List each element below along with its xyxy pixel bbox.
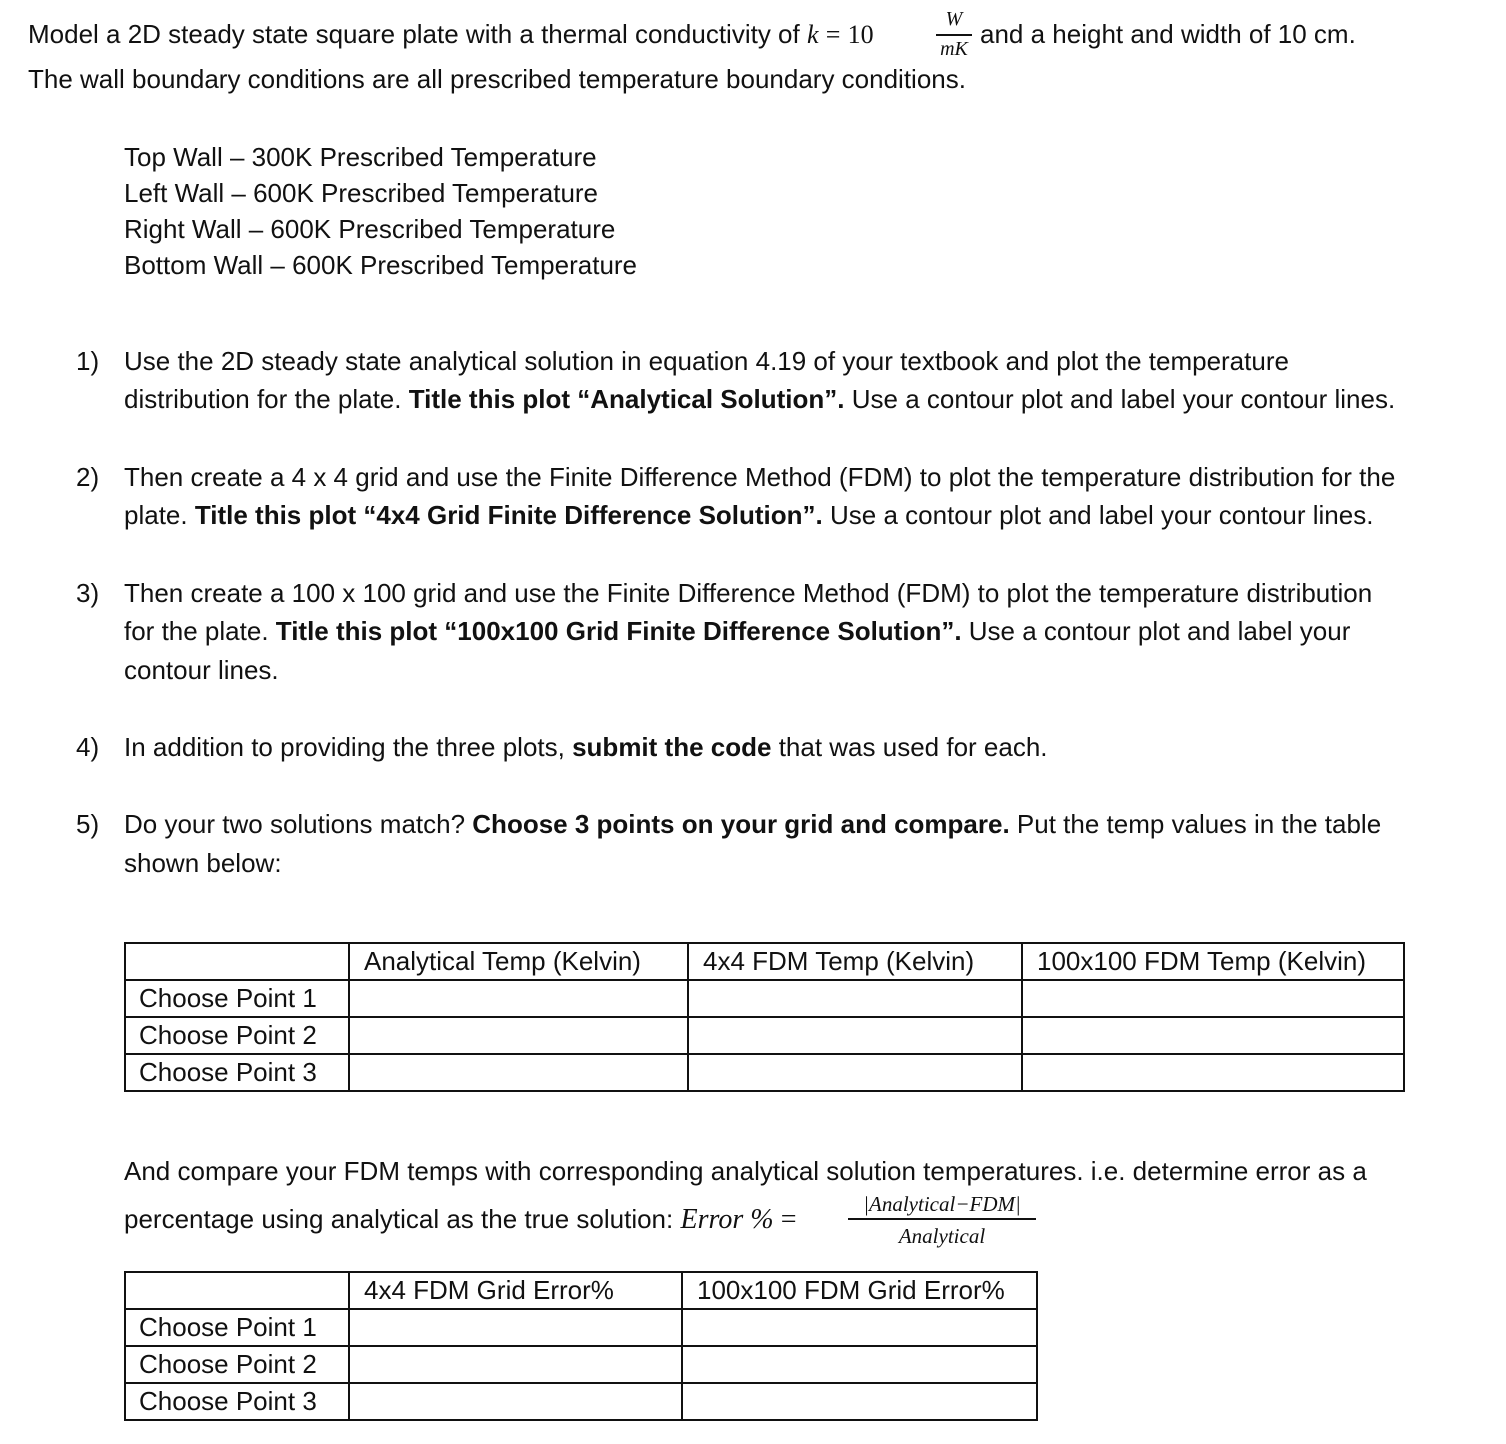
unit-denominator: mK xyxy=(940,38,968,60)
error-numerator: |Analytical−FDM| xyxy=(863,1192,1021,1216)
table-header-cell: 4x4 FDM Temp (Kelvin) xyxy=(688,943,1022,980)
table-cell[interactable] xyxy=(682,1309,1037,1346)
error-label: Error % xyxy=(680,1204,774,1235)
table-header-row xyxy=(125,1272,1037,1309)
bc-bottom-wall: Bottom Wall – 600K Prescribed Temperature xyxy=(124,250,638,280)
table-cell[interactable] xyxy=(682,1346,1037,1383)
q2-number: 2) xyxy=(76,462,100,492)
q3-title-instruction: Title this plot “100x100 Grid Finite Difference Solution”. xyxy=(275,616,962,646)
q5-line-1 xyxy=(124,808,1381,840)
table-row xyxy=(125,1346,1037,1383)
error-equals: = xyxy=(780,1204,797,1235)
table-cell[interactable] xyxy=(349,1346,682,1383)
table-header-cell: Analytical Temp (Kelvin) xyxy=(349,943,688,980)
table-header-cell: 4x4 FDM Grid Error% xyxy=(349,1272,682,1309)
row-label: Choose Point 1 xyxy=(125,980,349,1017)
q4-text-b: that was used for each. xyxy=(778,732,1048,762)
table-header-row xyxy=(125,943,1404,980)
table-row xyxy=(125,1017,1404,1054)
table-header-cell xyxy=(125,1272,349,1309)
q5-line-2: shown below: xyxy=(124,848,282,878)
compare-line-1: And compare your FDM temps with corresponding analytical solution temperatures. i.e. determine error as a xyxy=(124,1156,1367,1186)
q3-line-3: contour lines. xyxy=(124,655,279,685)
error-fraction-bar xyxy=(848,1218,1036,1220)
row-label: Choose Point 2 xyxy=(125,1346,349,1383)
table-row xyxy=(125,1054,1404,1091)
table-row xyxy=(125,1309,1037,1346)
row-label: Choose Point 2 xyxy=(125,1017,349,1054)
k-symbol: k xyxy=(806,20,819,49)
q1-text: distribution for the plate. xyxy=(124,384,402,414)
table-cell[interactable] xyxy=(688,1017,1022,1054)
compare-text: percentage using analytical as the true solution: xyxy=(124,1204,674,1234)
unit-fraction-bar xyxy=(936,34,972,36)
table-cell[interactable] xyxy=(349,1309,682,1346)
temperature-table xyxy=(124,942,1405,1092)
table-cell[interactable] xyxy=(1022,980,1404,1017)
q4-number: 4) xyxy=(76,732,100,762)
intro-line-1 xyxy=(28,18,874,51)
bc-right-wall: Right Wall – 600K Prescribed Temperature xyxy=(124,214,616,244)
table-row xyxy=(125,980,1404,1017)
q4-text-a: In addition to providing the three plots, xyxy=(124,732,565,762)
q5-choose-points: Choose 3 points on your grid and compare. xyxy=(472,809,1010,839)
equals-sign: = xyxy=(825,20,841,49)
q1-number: 1) xyxy=(76,346,100,376)
q1-title-instruction: Title this plot “Analytical Solution”. xyxy=(408,384,845,414)
q5-text-b: Put the temp values in the table xyxy=(1016,809,1382,839)
intro-text-b: and a height and width of 10 cm. xyxy=(980,19,1356,49)
q4-line-1 xyxy=(124,731,1048,763)
q2-line-1: Then create a 4 x 4 grid and use the Finite Difference Method (FDM) to plot the temperature distribution for the xyxy=(124,462,1396,492)
q2-title-instruction: Title this plot “4x4 Grid Finite Difference Solution”. xyxy=(194,500,823,530)
table-cell[interactable] xyxy=(349,980,688,1017)
table-header-cell: 100x100 FDM Grid Error% xyxy=(682,1272,1037,1309)
q5-text-a: Do your two solutions match? xyxy=(124,809,466,839)
bc-left-wall: Left Wall – 600K Prescribed Temperature xyxy=(124,178,599,208)
row-label: Choose Point 3 xyxy=(125,1054,349,1091)
table-cell[interactable] xyxy=(688,980,1022,1017)
q1-line-2 xyxy=(124,383,1395,415)
bc-top-wall: Top Wall – 300K Prescribed Temperature xyxy=(124,142,597,172)
error-denominator: Analytical xyxy=(898,1224,986,1248)
row-label: Choose Point 3 xyxy=(125,1383,349,1420)
unit-numerator: W xyxy=(945,8,963,30)
table-cell[interactable] xyxy=(349,1017,688,1054)
row-label: Choose Point 1 xyxy=(125,1309,349,1346)
q3-text: for the plate. xyxy=(124,616,269,646)
table-row xyxy=(125,1383,1037,1420)
table-header-cell: 100x100 FDM Temp (Kelvin) xyxy=(1022,943,1404,980)
q3-line-2 xyxy=(124,615,1350,647)
table-cell[interactable] xyxy=(1022,1054,1404,1091)
q2-line-2 xyxy=(124,499,1373,531)
q3-line-1: Then create a 100 x 100 grid and use the Finite Difference Method (FDM) to plot the temperature distribution xyxy=(124,578,1373,608)
table-cell[interactable] xyxy=(682,1383,1037,1420)
table-header-cell xyxy=(125,943,349,980)
q3-number: 3) xyxy=(76,578,100,608)
k-value: 10 xyxy=(847,20,874,49)
compare-line-2 xyxy=(124,1203,797,1236)
q5-number: 5) xyxy=(76,809,100,839)
q2-text: plate. xyxy=(124,500,188,530)
table-cell[interactable] xyxy=(688,1054,1022,1091)
intro-text-a: Model a 2D steady state square plate with a thermal conductivity of xyxy=(28,19,800,49)
table-cell[interactable] xyxy=(349,1054,688,1091)
table-cell[interactable] xyxy=(349,1383,682,1420)
q1-contour-instruction: Use a contour plot and label your contour lines. xyxy=(851,384,1396,414)
error-table xyxy=(124,1271,1038,1421)
intro-line-2: The wall boundary conditions are all prescribed temperature boundary conditions. xyxy=(28,64,966,94)
q4-submit-code: submit the code xyxy=(572,732,772,762)
q2-contour-instruction: Use a contour plot and label your contour lines. xyxy=(830,500,1374,530)
table-cell[interactable] xyxy=(1022,1017,1404,1054)
q1-line-1: Use the 2D steady state analytical solution in equation 4.19 of your textbook and plot the temperature xyxy=(124,346,1289,376)
q3-contour-instruction: Use a contour plot and label your xyxy=(968,616,1351,646)
